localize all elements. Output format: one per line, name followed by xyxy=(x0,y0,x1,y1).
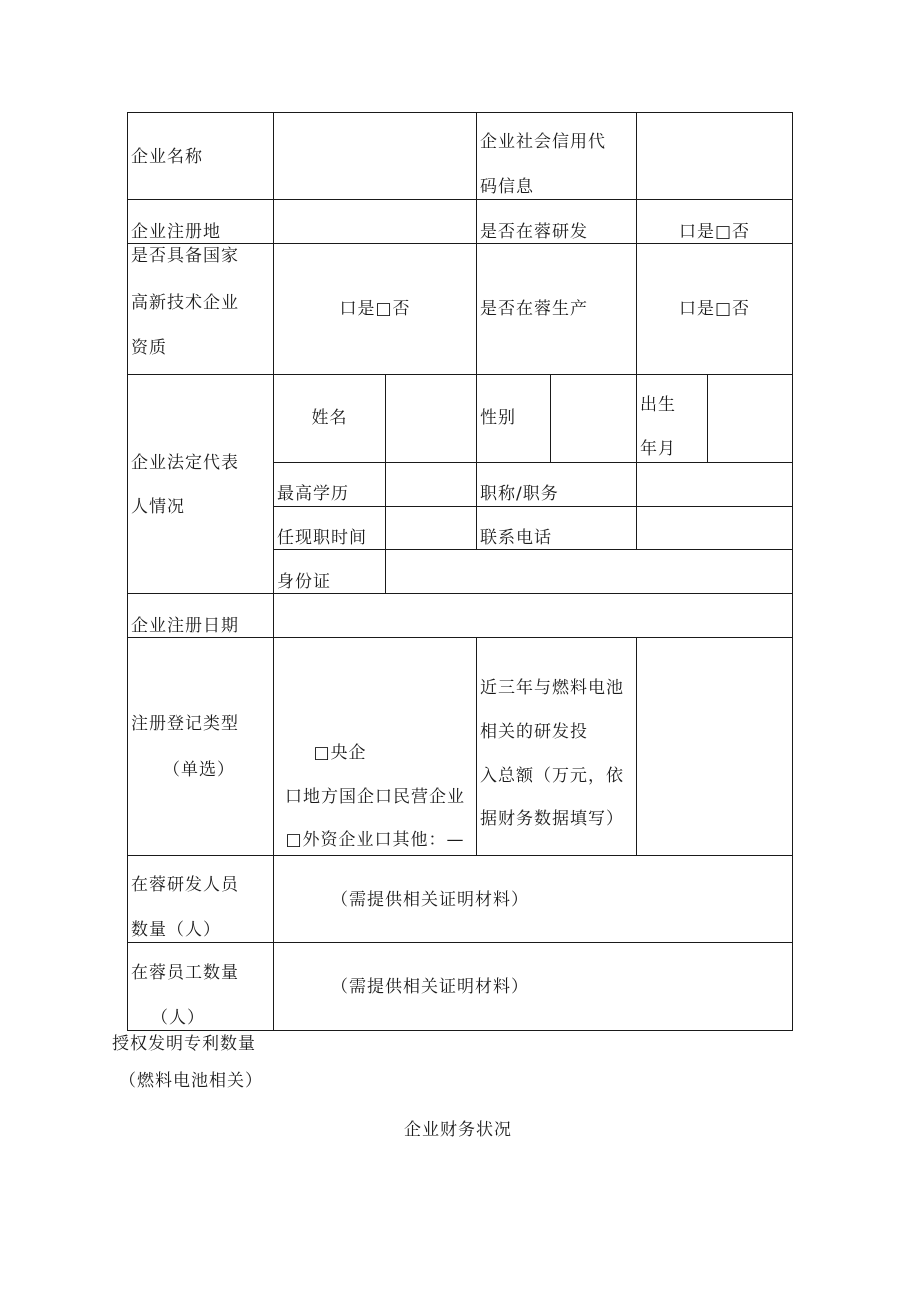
reg-place-label: 企业注册地 xyxy=(131,222,221,242)
job-title-label: 职称/职务 xyxy=(480,484,559,504)
name-label: 姓名 xyxy=(311,408,348,428)
rule xyxy=(273,462,793,463)
rule xyxy=(636,112,637,374)
gender-label: 性别 xyxy=(480,408,516,428)
rule xyxy=(127,637,793,638)
legal-rep-label: 企业法定代表 xyxy=(131,453,239,473)
rule xyxy=(707,374,708,462)
rd-investment-label: 近三年与燃料电池 xyxy=(480,678,624,698)
rule xyxy=(273,112,274,1031)
reg-type-option-central[interactable]: □央企 xyxy=(313,743,367,763)
rule xyxy=(476,374,477,549)
rule xyxy=(792,112,793,1031)
staff-label-cont: （人） xyxy=(151,1008,205,1028)
tenure-label: 任现职时间 xyxy=(277,528,367,548)
staff-label: 在蓉员工数量 xyxy=(131,963,239,983)
reg-type-note: （单选） xyxy=(163,760,235,780)
rd-in-rong-label: 是否在蓉研发 xyxy=(480,222,588,242)
birth-label-cont: 年月 xyxy=(640,439,676,459)
reg-date-label: 企业注册日期 xyxy=(131,616,239,636)
rule xyxy=(127,855,793,856)
hightech-checkbox[interactable]: 口是□否 xyxy=(339,299,411,319)
rule xyxy=(385,374,386,593)
rd-in-rong-checkbox[interactable]: 口是□否 xyxy=(678,222,751,242)
rd-investment-label-cont: 相关的研发投 xyxy=(480,722,588,742)
rule xyxy=(476,112,477,374)
production-checkbox[interactable]: 口是□否 xyxy=(678,299,751,319)
rule xyxy=(127,942,793,943)
rd-staff-note: （需提供相关证明材料） xyxy=(331,890,529,910)
birth-label: 出生 xyxy=(640,395,676,415)
production-label: 是否在蓉生产 xyxy=(480,299,588,319)
patent-label: 授权发明专利数量 xyxy=(112,1034,256,1054)
reg-type-option-foreign[interactable]: □外资企业口其他：— xyxy=(285,830,465,850)
hightech-label-cont: 高新技术企业 xyxy=(131,293,239,313)
credit-code-label-cont: 码信息 xyxy=(480,177,534,197)
reg-type-label: 注册登记类型 xyxy=(131,714,239,734)
credit-code-label: 企业社会信用代 xyxy=(480,132,606,152)
patent-label-cont: （燃料电池相关） xyxy=(119,1071,263,1091)
rule xyxy=(127,374,793,375)
rule xyxy=(273,506,793,507)
hightech-label: 是否具备国家 xyxy=(131,246,239,266)
rd-investment-label-cont3: 据财务数据填写） xyxy=(480,809,624,829)
reg-type-option-local[interactable]: 口地方国企口民营企业 xyxy=(285,787,465,807)
id-card-label: 身份证 xyxy=(277,572,331,592)
rule xyxy=(127,199,793,200)
finance-heading: 企业财务状况 xyxy=(404,1120,512,1140)
legal-rep-label-cont: 人情况 xyxy=(131,497,185,517)
rule xyxy=(636,374,637,549)
rule xyxy=(127,112,793,113)
rule xyxy=(273,549,793,550)
rule xyxy=(127,1030,793,1031)
rd-investment-label-cont2: 入总额（万元，依 xyxy=(480,766,624,786)
education-label: 最高学历 xyxy=(277,484,349,504)
rule xyxy=(127,593,793,594)
company-name-label: 企业名称 xyxy=(131,147,203,167)
rule xyxy=(636,637,637,855)
rule xyxy=(476,637,477,855)
rule xyxy=(550,374,551,462)
phone-label: 联系电话 xyxy=(480,528,552,548)
rule xyxy=(127,243,793,244)
rd-staff-label-cont: 数量（人） xyxy=(131,920,221,940)
rd-staff-label: 在蓉研发人员 xyxy=(131,875,239,895)
hightech-label-cont2: 资质 xyxy=(131,338,167,358)
staff-note: （需提供相关证明材料） xyxy=(331,977,529,997)
rule xyxy=(127,112,128,1031)
